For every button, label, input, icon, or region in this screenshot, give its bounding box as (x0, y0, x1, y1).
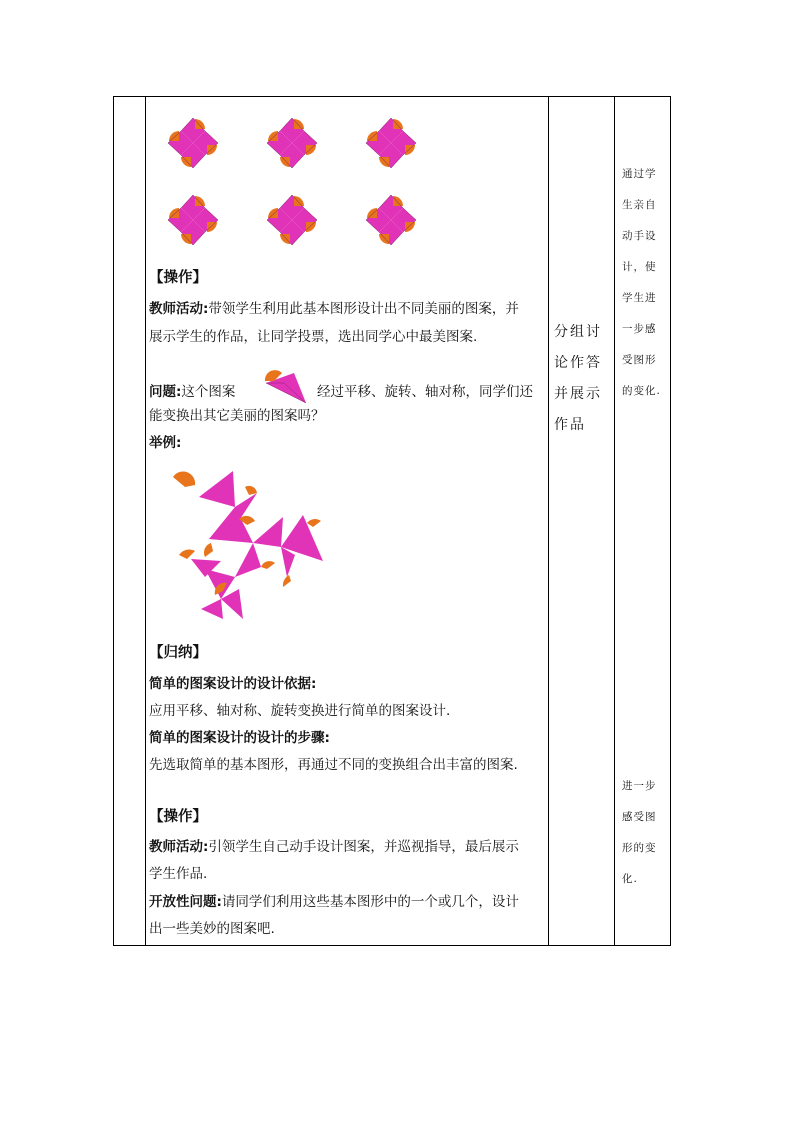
purpose-note-line: 通过学 (622, 168, 657, 180)
design-basis-text: 应用平移、轴对称、旋转变换进行简单的图案设计. (149, 703, 451, 719)
operate-heading: 【操作】 (149, 270, 207, 286)
question-label: 问题: (149, 384, 182, 400)
teacher-activity-line: 教师活动:引领学生自己动手设计图案，并巡视指导，最后展示 (149, 839, 519, 855)
teacher-activity-line: 学生作品. (149, 866, 208, 882)
open-question-line: 开放性问题:请同学们利用这些基本图形中的一个或几个，设计 (149, 894, 519, 910)
student-activity-text: 并展示 (554, 386, 602, 402)
pinwheel-patterns-figure (155, 105, 435, 265)
example-pattern-figure (165, 459, 325, 619)
purpose-note-line: 一步感 (622, 323, 657, 335)
open-question-line: 出一些美妙的图案吧. (149, 921, 275, 937)
pinwheel-pattern (168, 118, 218, 168)
pinwheel-pattern (366, 118, 416, 168)
lesson-table (113, 96, 671, 946)
purpose-note-line: 计，使 (622, 261, 657, 273)
teacher-activity-line: 教师活动:带领学生利用此基本图形设计出不同美丽的图案，并 (149, 301, 519, 317)
teacher-activity-label: 教师活动: (149, 301, 209, 317)
purpose-note-line: 感受图 (622, 811, 657, 823)
student-activity-text: 论作答 (554, 355, 602, 371)
teacher-activity-label: 教师活动: (149, 839, 209, 855)
purpose-note-line: 进一步 (622, 780, 657, 792)
pinwheel-pattern (168, 195, 218, 245)
design-purpose-cell (614, 97, 671, 945)
purpose-note-line: 的变化. (622, 385, 661, 397)
pinwheel-pattern (267, 118, 317, 168)
example-label: 举例: (149, 435, 182, 451)
student-activity-cell (548, 97, 614, 945)
question-text: 经过平移、旋转、轴对称，同学们还 (317, 384, 533, 400)
design-steps-title: 简单的图案设计的设计的步骤: (149, 730, 330, 746)
purpose-note-line: 形的变 (622, 842, 657, 854)
purpose-note-line: 生亲自 (622, 199, 657, 211)
purpose-note-line: 学生进 (622, 292, 657, 304)
basic-shape-icon (260, 367, 310, 401)
purpose-note-line: 受图形 (622, 354, 657, 366)
question-line: 问题:这个图案 (149, 384, 236, 400)
open-question-label: 开放性问题: (149, 894, 222, 910)
purpose-note-line: 化. (622, 873, 638, 885)
student-activity-text: 作品 (554, 417, 586, 433)
design-basis-title: 简单的图案设计的设计依据: (149, 676, 317, 692)
purpose-note-line: 动手设 (622, 230, 657, 242)
pinwheel-pattern (366, 195, 416, 245)
operate-heading: 【操作】 (149, 809, 207, 825)
summary-heading: 【归纳】 (149, 645, 207, 661)
teaching-content-cell (145, 97, 579, 945)
design-steps-text: 先选取简单的基本图形，再通过不同的变换组合出丰富的图案. (149, 757, 518, 773)
teacher-activity-line: 展示学生的作品，让同学投票，选出同学心中最美图案. (149, 329, 478, 345)
question-text: 能变换出其它美丽的图案吗？ (149, 408, 325, 424)
pinwheel-pattern (267, 195, 317, 245)
student-activity-text: 分组讨 (554, 324, 602, 340)
